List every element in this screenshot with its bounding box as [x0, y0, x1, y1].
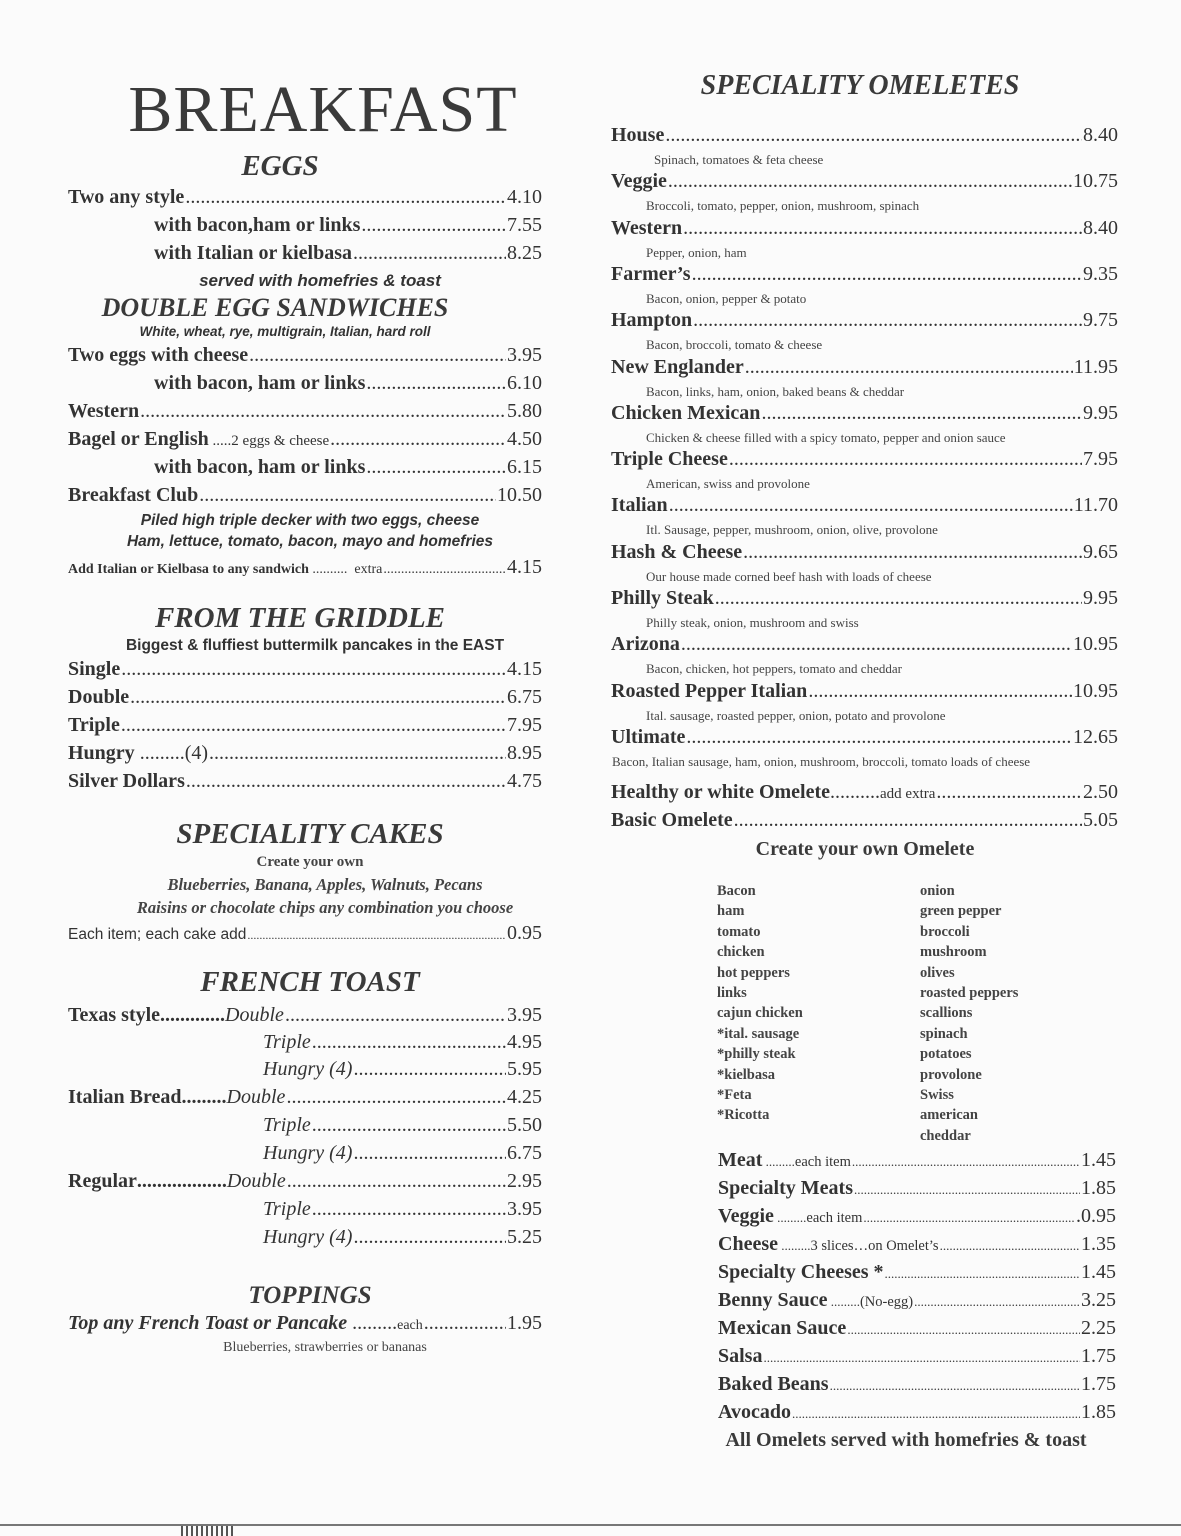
club-description: Ham, lettuce, tomato, bacon, mayo and homefries — [126, 533, 494, 550]
toppings-heading: TOPPINGS — [248, 1282, 372, 1309]
addon-item: Salsa ..... 1.75 — [718, 1345, 1116, 1368]
cake-options: Blueberries, Banana, Apples, Walnuts, Pecans — [167, 875, 483, 894]
addon-item: Baked Beans ..... 1.75 — [718, 1373, 1116, 1396]
menu-item: Two eggs with cheese ..... 3.95 — [68, 344, 542, 367]
ingredient: potatoes — [920, 1046, 972, 1063]
menu-item: Triple ..... 3.95 — [263, 1198, 542, 1221]
ingredient: Bacon — [717, 883, 756, 899]
omelete-description: American, swiss and provolone — [646, 476, 810, 492]
menu-item: Hungry (4) ..... 5.95 — [263, 1058, 542, 1081]
addon-item: Meat ......... each item ..... 1.45 — [718, 1149, 1116, 1172]
menu-item: Silver Dollars ..... 4.75 — [68, 770, 542, 793]
addon-item: Specialty Cheeses * ..... 1.45 — [718, 1261, 1116, 1284]
omelete-description: Itl. Sausage, pepper, mushroom, onion, olive, provolone — [646, 522, 938, 538]
menu-item: Basic Omelete ..... 5.05 — [611, 809, 1118, 832]
menu-item: Triple ..... 4.95 — [263, 1031, 542, 1054]
ingredient: scallions — [920, 1005, 973, 1022]
menu-item: Each item; each cake add ..... 0.95 — [68, 922, 542, 945]
ingredient: broccoli — [920, 923, 970, 940]
menu-item: with Italian or kielbasa ..... 8.25 — [154, 242, 542, 265]
addon-item: Avocado ..... 1.85 — [718, 1401, 1116, 1424]
french-toast-heading: FRENCH TOAST — [200, 966, 420, 998]
menu-item: with bacon, ham or links ..... 6.10 — [154, 372, 542, 395]
omelete-item: Veggie ..... 10.75 — [611, 170, 1118, 193]
omelete-description: Broccoli, tomato, pepper, onion, mushroom, spinach — [646, 198, 920, 214]
menu-item: Italian Bread ......... Double ..... 4.25 — [68, 1086, 542, 1109]
omelete-description: Philly steak, onion, mushroom and swiss — [646, 615, 859, 630]
omelete-item: Triple Cheese ..... 7.95 — [611, 448, 1118, 471]
menu-item: Breakfast Club ..... 10.50 — [68, 484, 542, 507]
omelete-description: Bacon, chicken, hot peppers, tomato and cheddar — [646, 661, 902, 677]
menu-item: Top any French Toast or Pancake ......... each ..... 1.95 — [68, 1312, 542, 1335]
omelete-item: Arizona ..... 10.95 — [611, 633, 1118, 656]
omelete-item: Philly Steak ..... 9.95 — [611, 587, 1118, 610]
ingredient: links — [717, 985, 747, 1002]
ingredient: *kielbasa — [717, 1066, 776, 1083]
ingredient: Swiss — [920, 1087, 954, 1104]
omelete-footer-note: All Omelets served with homefries & toast — [725, 1429, 1087, 1451]
ingredient: olives — [920, 964, 955, 981]
menu-item: Double ..... 6.75 — [68, 686, 542, 709]
menu-item: Triple ..... 7.95 — [68, 714, 542, 737]
menu-item: Western ..... 5.80 — [68, 400, 542, 423]
ingredient: spinach — [920, 1025, 968, 1042]
menu-item: Hungry (4) ..... 6.75 — [263, 1142, 542, 1165]
omelete-description: Chicken & cheese filled with a spicy tomato, pepper and onion sauce — [646, 429, 1006, 445]
ingredient: *ital. sausage — [717, 1025, 800, 1042]
eggs-note: served with homefries & toast — [199, 271, 441, 290]
omelete-description: Bacon, broccoli, tomato & cheese — [646, 337, 823, 353]
page-edge-line — [0, 1524, 1181, 1526]
ingredient: hot peppers — [717, 964, 790, 981]
menu-item: Two any style ..... 4.10 — [68, 186, 542, 209]
ingredient: *Ricotta — [717, 1107, 770, 1124]
page-title: BREAKFAST — [128, 73, 518, 146]
ingredient-list-veggies — [920, 881, 1018, 1146]
menu-item: Texas style ............. Double ..... 3.95 — [68, 1004, 542, 1027]
menu-item: Hungry ......... (4) ..... 8.95 — [68, 742, 542, 765]
omeletes-heading: SPECIALITY OMELETES — [700, 70, 1020, 101]
cake-options: Raisins or chocolate chips any combination you choose — [136, 898, 514, 917]
omelete-item: Ultimate ..... 12.65 — [611, 726, 1118, 749]
omelete-item: Hash & Cheese ..... 9.65 — [611, 541, 1118, 564]
ingredient: cheddar — [920, 1127, 971, 1144]
addon-item: Specialty Meats ..... 1.85 — [718, 1177, 1116, 1200]
sandwich-addon: Add Italian or Kielbasa to any sandwich .......... extra ..... 4.15 — [68, 556, 542, 579]
menu-item: Bagel or English ..... 2 eggs & cheese ..... 4.50 — [68, 428, 542, 451]
ingredient: cajun chicken — [717, 1005, 803, 1022]
ingredient: roasted peppers — [920, 985, 1019, 1002]
barcode-mark — [181, 1526, 233, 1536]
sandwiches-heading: DOUBLE EGG SANDWICHES — [101, 293, 449, 322]
griddle-heading: FROM THE GRIDDLE — [154, 602, 446, 634]
create-own-heading: Create your own Omelete — [755, 838, 975, 860]
menu-item: Triple ..... 5.50 — [263, 1114, 542, 1137]
addon-item: Veggie ......... each item ..... .0.95 — [718, 1205, 1116, 1228]
menu-item: Healthy or white Omelete .......... add extra ..... 2.50 — [611, 781, 1118, 804]
ingredient: ham — [717, 903, 745, 920]
omelete-description: Spinach, tomatoes & feta cheese — [654, 152, 824, 167]
cakes-heading: SPECIALITY CAKES — [176, 818, 444, 850]
addon-item: Benny Sauce ......... (No-egg) ..... 3.25 — [718, 1289, 1116, 1312]
ingredient: tomato — [717, 923, 761, 940]
omelete-item: New Englander ..... 11.95 — [611, 356, 1118, 379]
ingredient: mushroom — [920, 944, 987, 961]
griddle-subtitle: Biggest & fluffiest buttermilk pancakes in the EAST — [125, 637, 505, 654]
ingredient: chicken — [717, 944, 765, 961]
omelete-description: Our house made corned beef hash with loads of cheese — [646, 568, 932, 584]
omelete-item: Italian ..... 11.70 — [611, 494, 1118, 517]
club-description: Piled high triple decker with two eggs, cheese — [140, 512, 480, 529]
menu-item: with bacon,ham or links ..... 7.55 — [154, 214, 542, 237]
omelete-description: Bacon, Italian sausage, ham, onion, mushroom, broccoli, tomato loads of cheese — [612, 753, 1031, 769]
omelete-item: Chicken Mexican ..... 9.95 — [611, 402, 1118, 425]
ingredient: provolone — [920, 1066, 982, 1083]
addon-item: Cheese ......... 3 slices…on Omelet’s ..... 1.35 — [718, 1233, 1116, 1256]
omelete-item: Western ..... 8.40 — [611, 217, 1118, 240]
omelete-item: House ..... 8.40 — [611, 124, 1118, 147]
menu-item: Hungry (4) ..... 5.25 — [263, 1226, 542, 1249]
menu-item: with bacon, ham or links ..... 6.15 — [154, 456, 542, 479]
ingredient-list-meats — [717, 881, 803, 1126]
ingredient: onion — [920, 883, 955, 899]
ingredient: *Feta — [717, 1087, 752, 1104]
menu-item: Regular .................. Double ..... 2.95 — [68, 1170, 542, 1193]
cakes-subtitle: Create your own — [256, 854, 364, 870]
omelete-item: Farmer’s ..... 9.35 — [611, 263, 1118, 286]
bread-options: White, wheat, rye, multigrain, Italian, hard roll — [139, 324, 431, 339]
menu-item: Single ..... 4.15 — [68, 658, 542, 681]
ingredient: american — [920, 1107, 978, 1124]
ingredient: *philly steak — [717, 1046, 796, 1063]
omelete-item: Hampton ..... 9.75 — [611, 309, 1118, 332]
omelete-description: Pepper, onion, ham — [646, 244, 747, 260]
topping-options: Blueberries, strawberries or bananas — [223, 1340, 427, 1355]
omelete-description: Bacon, links, ham, onion, baked beans & cheddar — [646, 383, 905, 399]
omelete-item: Roasted Pepper Italian ..... 10.95 — [611, 680, 1118, 703]
ingredient: green pepper — [920, 903, 1002, 920]
addon-item: Mexican Sauce ..... 2.25 — [718, 1317, 1116, 1340]
omelete-description: Bacon, onion, pepper & potato — [646, 290, 807, 306]
omelete-description: Ital. sausage, roasted pepper, onion, potato and provolone — [646, 707, 946, 723]
eggs-heading: EGGS — [241, 150, 319, 182]
